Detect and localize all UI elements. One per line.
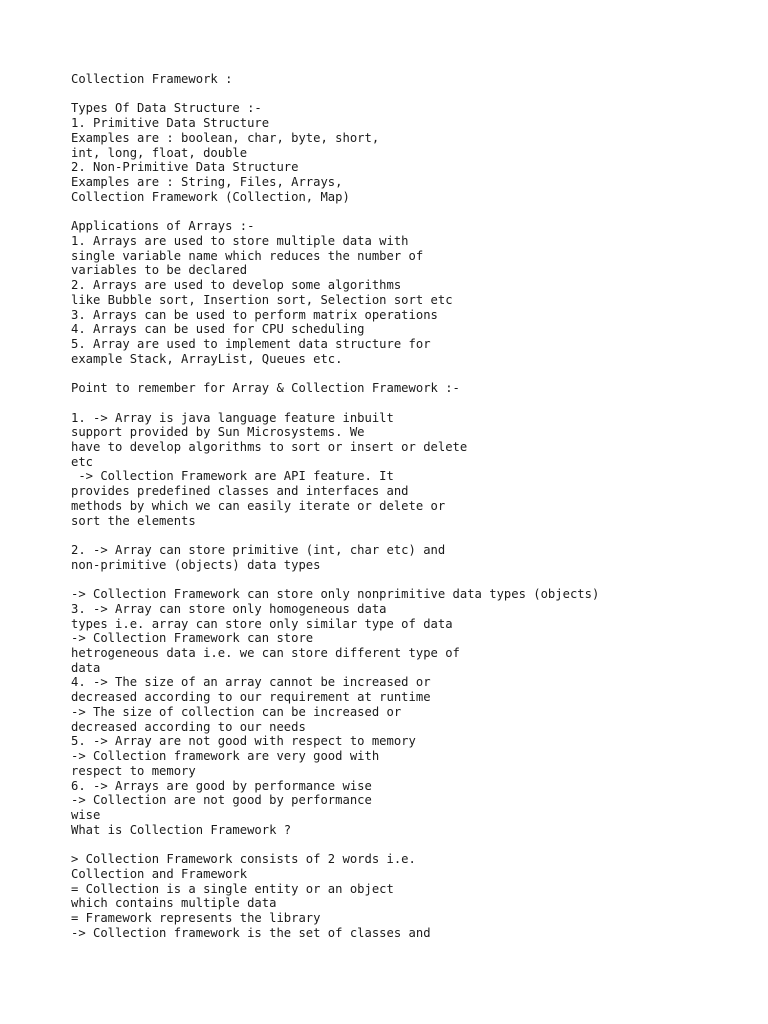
blank-line xyxy=(71,837,599,852)
blank-line xyxy=(71,396,599,411)
text-line: -> The size of collection can be increased or xyxy=(71,704,402,719)
blank-line xyxy=(71,572,599,587)
text-line: Types Of Data Structure :- xyxy=(71,101,262,116)
text-line: Examples are : boolean, char, byte, short, xyxy=(71,130,380,145)
text-line: provides predefined classes and interfaces and xyxy=(71,484,409,499)
text-line: sort the elements xyxy=(71,513,196,528)
text-line: non-primitive (objects) data types xyxy=(71,557,321,572)
text-line: -> Collection are not good by performance xyxy=(71,793,372,808)
text-line: decreased according to our needs xyxy=(71,719,306,734)
text-line: -> Collection Framework can store only nonprimitive data types (objects) xyxy=(71,587,600,602)
text-line: 2. Arrays are used to develop some algorithms xyxy=(71,278,402,293)
text-line: etc xyxy=(71,454,94,469)
text-line: int, long, float, double xyxy=(71,145,248,160)
text-line: Collection Framework (Collection, Map) xyxy=(71,189,350,204)
text-line: 1. Arrays are used to store multiple data with xyxy=(71,233,409,248)
text-line: 5. -> Array are not good with respect to memory xyxy=(71,734,416,749)
text-line: 6. -> Arrays are good by performance wise xyxy=(71,778,372,793)
text-line: = Collection is a single entity or an object xyxy=(71,881,394,896)
text-line: -> Collection Framework can store xyxy=(71,631,314,646)
text-line: 3. -> Array can store only homogeneous data xyxy=(71,601,387,616)
text-line: decreased according to our requirement at runtime xyxy=(71,690,431,705)
text-line: which contains multiple data xyxy=(71,896,277,911)
text-line: Point to remember for Array & Collection Framework :- xyxy=(71,381,460,396)
text-line: 1. -> Array is java language feature inbuilt xyxy=(71,410,394,425)
text-line: Examples are : String, Files, Arrays, xyxy=(71,175,343,190)
blank-line xyxy=(71,528,599,543)
text-line: 2. Non-Primitive Data Structure xyxy=(71,160,299,175)
text-line: single variable name which reduces the number of xyxy=(71,248,424,263)
text-line: Collection and Framework xyxy=(71,866,248,881)
text-line: wise xyxy=(71,807,101,822)
text-line: 4. Arrays can be used for CPU scheduling xyxy=(71,322,365,337)
text-line: = Framework represents the library xyxy=(71,910,321,925)
text-line: support provided by Sun Microsystems. We xyxy=(71,425,365,440)
text-line: 2. -> Array can store primitive (int, char etc) and xyxy=(71,543,446,557)
text-line: data xyxy=(71,660,101,675)
blank-line xyxy=(71,87,599,102)
text-line: What is Collection Framework ? xyxy=(71,822,292,837)
text-line: methods by which we can easily iterate or delete or xyxy=(71,498,446,513)
blank-line xyxy=(71,366,599,381)
text-line: Collection Framework : xyxy=(71,72,233,86)
text-line: 4. -> The size of an array cannot be increased or xyxy=(71,675,431,690)
text-line: > Collection Framework consists of 2 words i.e. xyxy=(71,852,416,867)
document-text xyxy=(71,72,599,940)
text-line: -> Collection framework are very good with xyxy=(71,749,380,764)
text-line: types i.e. array can store only similar type of data xyxy=(71,616,453,631)
text-line: -> Collection Framework are API feature. It xyxy=(71,469,394,484)
text-line: variables to be declared xyxy=(71,263,248,278)
blank-line xyxy=(71,204,599,219)
text-line: respect to memory xyxy=(71,763,196,778)
text-line: 3. Arrays can be used to perform matrix operations xyxy=(71,307,438,322)
text-line: -> Collection framework is the set of classes and xyxy=(71,925,431,940)
text-line: 5. Array are used to implement data structure for xyxy=(71,336,431,351)
text-line: 1. Primitive Data Structure xyxy=(71,116,270,131)
text-line: hetrogeneous data i.e. we can store different type of xyxy=(71,646,460,661)
text-line: like Bubble sort, Insertion sort, Selection sort etc xyxy=(71,292,453,307)
text-line: have to develop algorithms to sort or insert or delete xyxy=(71,439,468,454)
text-line: Applications of Arrays :- xyxy=(71,219,255,234)
text-line: example Stack, ArrayList, Queues etc. xyxy=(71,351,343,366)
